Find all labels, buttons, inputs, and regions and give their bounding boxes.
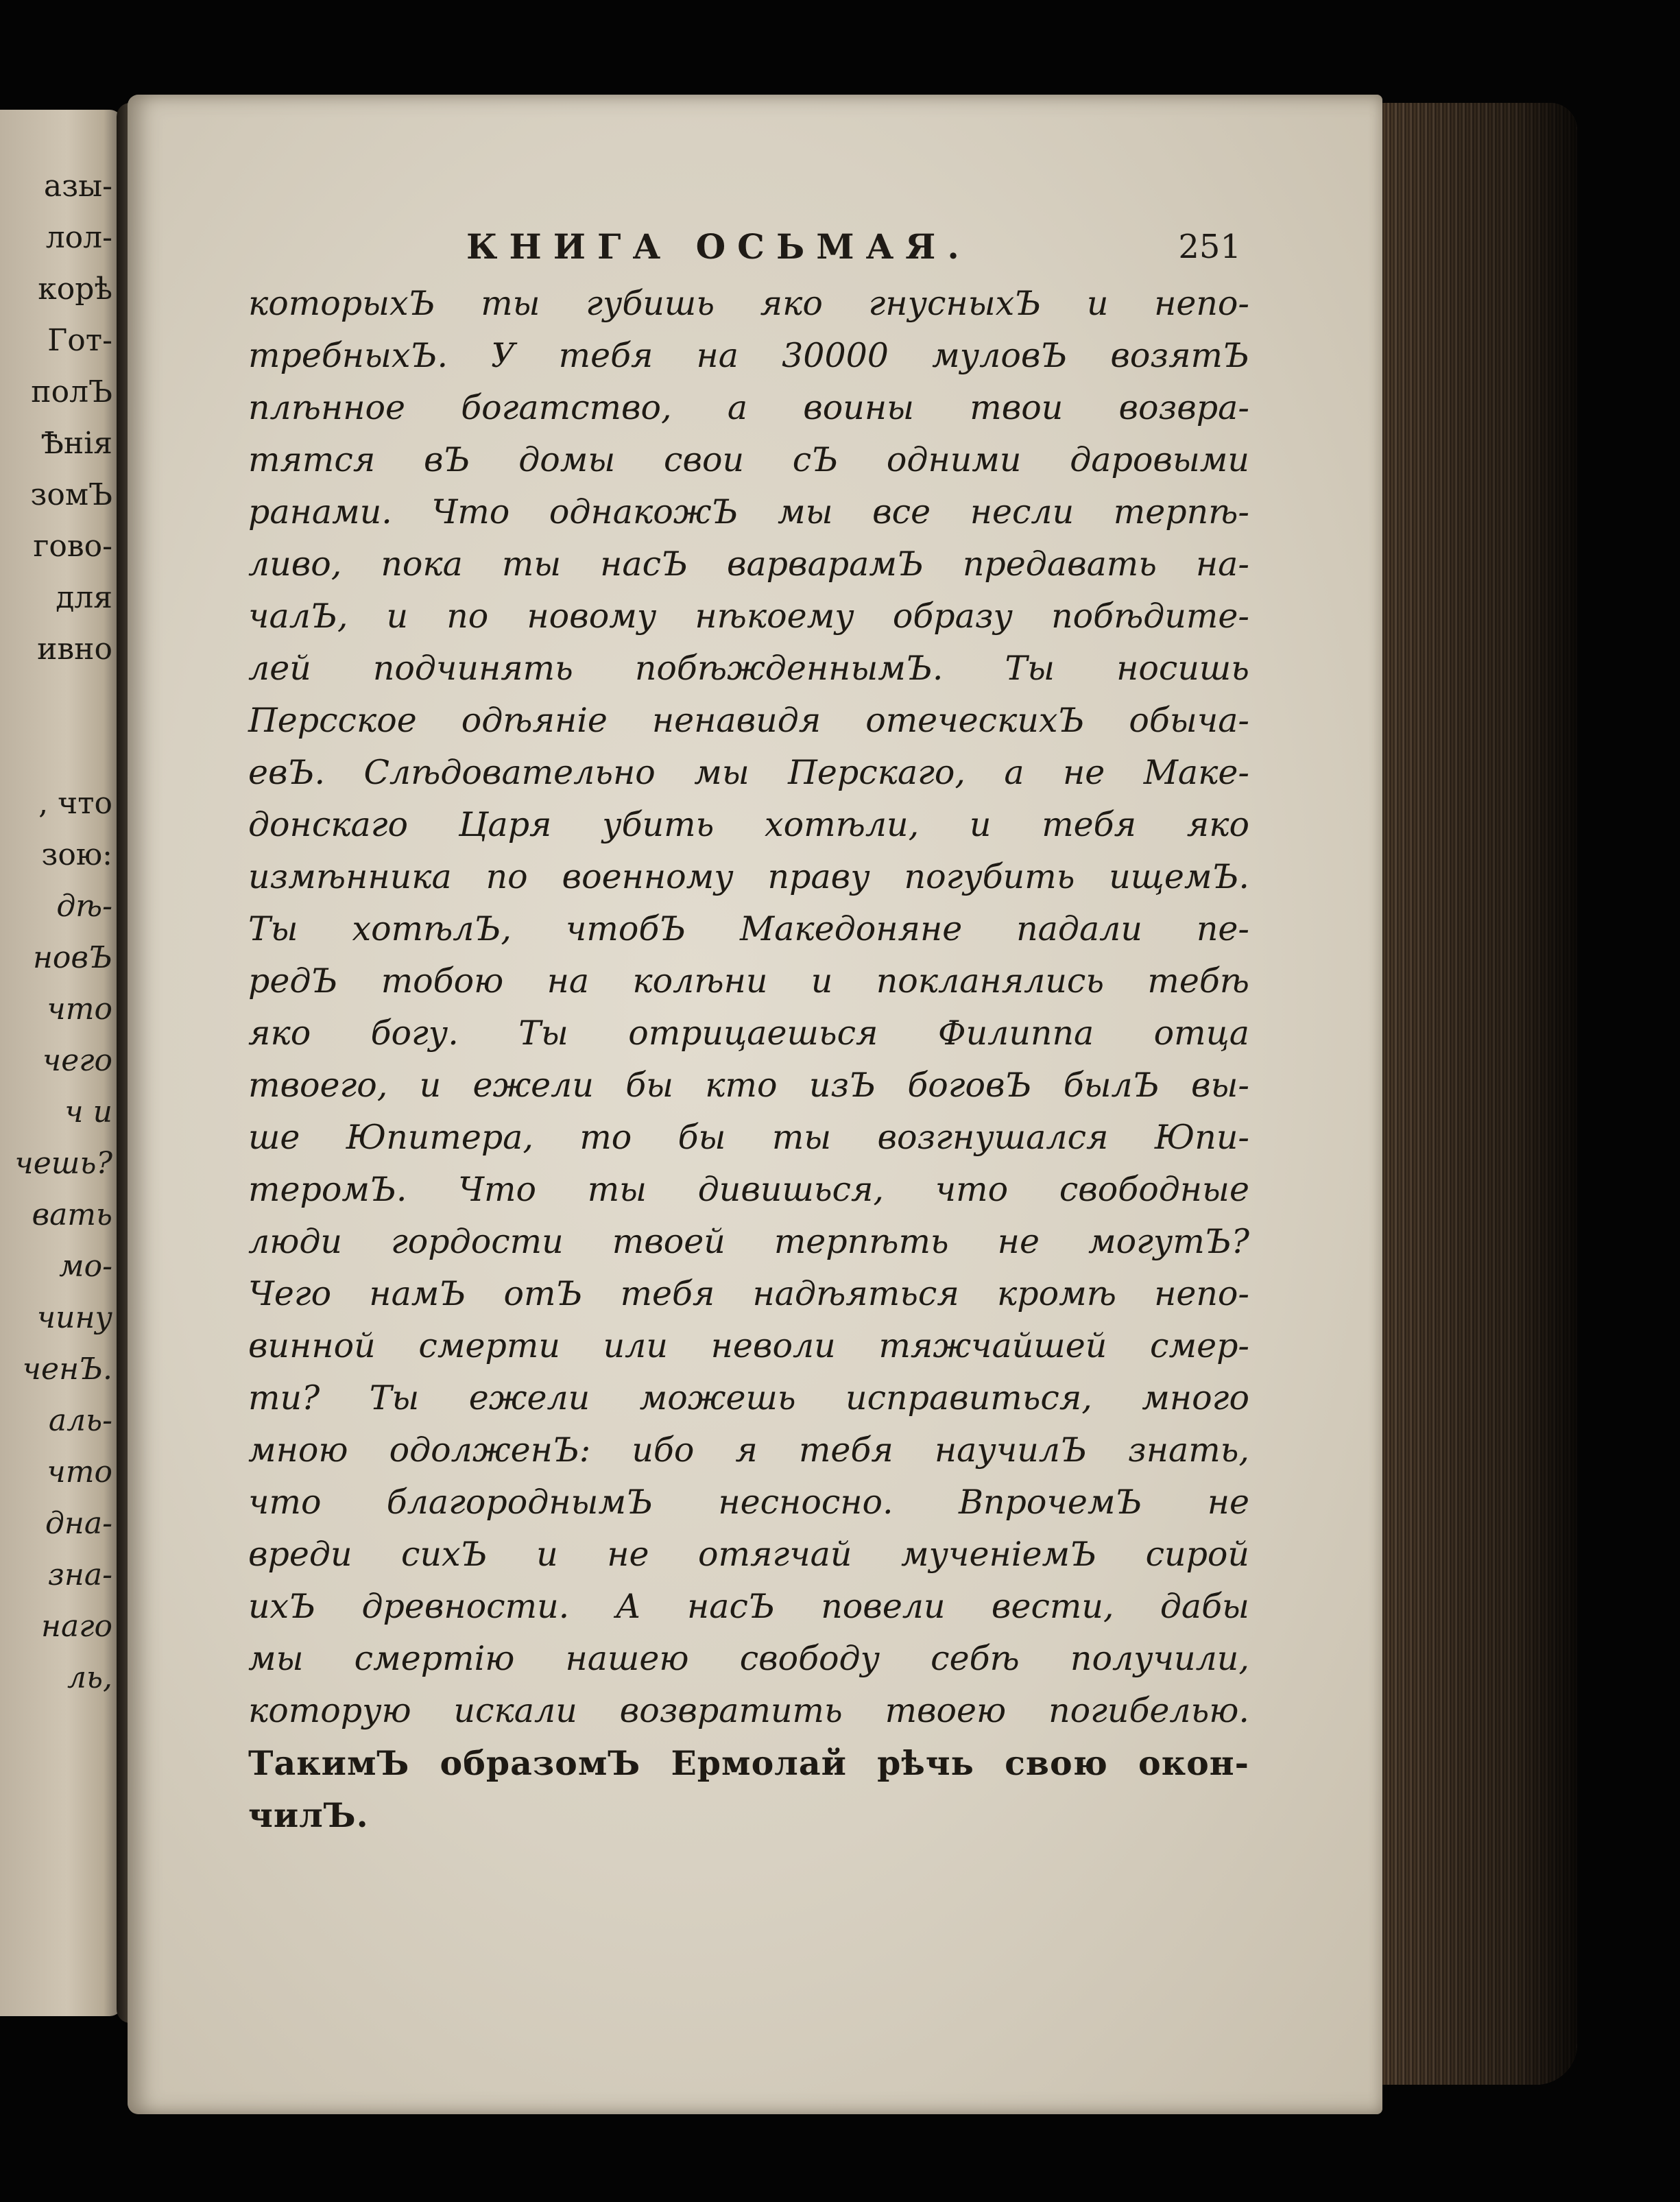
left-page-fragment: новЪ	[32, 940, 112, 975]
text-line-content: ихЪ древности. А насЪ повели вести, дабы	[248, 1587, 1249, 1626]
text-line	[248, 1060, 1249, 1112]
text-line	[248, 1007, 1249, 1060]
text-line-content: которую искали возвратить твоею погибелью.	[248, 1691, 1249, 1730]
text-line	[248, 382, 1249, 434]
text-line	[248, 1737, 1249, 1789]
text-line	[248, 1633, 1249, 1685]
text-line-content: ТакимЪ образомЪ Ермолай рѣчь свою окон-	[248, 1743, 1249, 1783]
text-line-content: чилЪ.	[248, 1795, 369, 1835]
left-page-fragment: гово-	[33, 529, 112, 564]
text-line	[248, 1112, 1249, 1164]
left-page-fragment: дна-	[45, 1506, 112, 1541]
left-page-fragment: азы-	[43, 169, 112, 204]
text-line	[248, 486, 1249, 538]
left-page-fragment: зомЪ	[30, 477, 112, 512]
text-line-content: плѣнное богатство, а воины твои возвра-	[248, 388, 1249, 427]
text-line-content: лей подчинять побѣжденнымЪ. Ты носишь	[248, 649, 1249, 688]
text-line	[248, 1320, 1249, 1372]
text-line-content: винной смерти или неволи тяжчайшей смер-	[248, 1326, 1249, 1365]
text-line-content: Чего намЪ отЪ тебя надѣяться кромѣ непо-	[248, 1274, 1249, 1313]
left-facing-page	[0, 110, 122, 2016]
left-page-fragment: ченЪ.	[22, 1352, 112, 1387]
text-line-content: твоего, и ежели бы кто изЪ боговЪ былЪ вы-	[248, 1066, 1249, 1105]
text-line	[248, 590, 1249, 643]
left-page-fragment: ивно	[37, 632, 112, 667]
text-line-content: донскаго Царя убить хотѣли, и тебя яко	[248, 805, 1249, 844]
text-line-content: что благороднымЪ несносно. ВпрочемЪ не	[248, 1483, 1249, 1522]
text-line-content: тятся вЪ домы свои сЪ одними даровыми	[248, 440, 1249, 479]
text-line-content: Персское одѣяніе ненавидя отеческихЪ обыча-	[248, 701, 1249, 740]
text-line-content: вреди сихЪ и не отягчай мученіемЪ сирой	[248, 1535, 1249, 1574]
text-line	[248, 1268, 1249, 1320]
text-line	[248, 1476, 1249, 1529]
text-line	[248, 1789, 1249, 1841]
left-page-fragment: аль-	[48, 1403, 112, 1438]
text-line-content: мною одолженЪ: ибо я тебя научилЪ знать,	[248, 1431, 1249, 1470]
text-line-content: люди гордости твоей терпѣть не могутЪ?	[248, 1222, 1249, 1261]
text-line	[248, 747, 1249, 799]
left-page-fragment: лол-	[45, 220, 112, 255]
text-line-content: ранами. Что однакожЪ мы все несли терпѣ-	[248, 492, 1249, 531]
page-header	[254, 226, 1248, 274]
text-line	[248, 695, 1249, 747]
text-line	[248, 434, 1249, 486]
text-line	[248, 851, 1249, 903]
text-line	[248, 538, 1249, 590]
page-body-text	[248, 278, 1249, 1841]
text-line-content: теромЪ. Что ты дивишься, что свободные	[248, 1170, 1249, 1209]
text-line	[248, 799, 1249, 851]
text-line	[248, 1164, 1249, 1216]
left-page-fragment: для	[56, 580, 112, 615]
text-line-content: яко богу. Ты отрицаешься Филиппа отца	[248, 1014, 1249, 1053]
text-line-content: ливо, пока ты насЪ варварамЪ предавать на-	[248, 544, 1249, 584]
left-page-fragment: дѣ-	[56, 889, 112, 924]
text-line-content: измѣнника по военному праву погубить ищемЪ.	[248, 857, 1249, 896]
text-line	[248, 330, 1249, 382]
fore-edge-shadow	[1371, 103, 1577, 2085]
left-page-fragment: зою:	[41, 837, 112, 872]
left-page-fragment: чешь?	[14, 1146, 112, 1181]
left-page-fragment: Гот-	[47, 323, 112, 358]
text-line-content: Ты хотѣлЪ, чтобЪ Македоняне падали пе-	[248, 909, 1249, 948]
text-line-content: ти? Ты ежели можешь исправиться, много	[248, 1378, 1249, 1417]
text-line	[248, 278, 1249, 330]
text-line	[248, 1685, 1249, 1737]
text-line-content: требныхЪ. У тебя на 30000 муловЪ возятЪ	[248, 336, 1249, 375]
text-line	[248, 955, 1249, 1007]
left-page-fragment: зна-	[47, 1557, 112, 1592]
left-page-fragment: полЪ	[31, 374, 112, 409]
text-line	[248, 643, 1249, 695]
text-line-content: ше Юпитера, то бы ты возгнушался Юпи-	[248, 1118, 1249, 1157]
running-title: КНИГА ОСЬМАЯ.	[466, 226, 971, 267]
text-line	[248, 1216, 1249, 1268]
left-page-fragment: наго	[41, 1609, 112, 1644]
text-line	[248, 1372, 1249, 1424]
text-line	[248, 1581, 1249, 1633]
left-page-fragment: что	[47, 992, 112, 1027]
page-number: 251	[1178, 228, 1241, 266]
left-page-fragment: что	[47, 1455, 112, 1489]
left-page-fragment: мо-	[59, 1249, 112, 1284]
left-page-fragment: , что	[38, 786, 112, 821]
text-line	[248, 1529, 1249, 1581]
text-line-content: которыхЪ ты губишь яко гнусныхЪ и непо-	[248, 284, 1249, 323]
text-line-content: чалЪ, и по новому нѣкоему образу побѣдите-	[248, 597, 1249, 636]
text-line	[248, 1424, 1249, 1476]
left-page-fragment: чего	[42, 1043, 112, 1078]
left-page-fragment: чину	[36, 1300, 112, 1335]
left-page-fragment: ль,	[67, 1660, 112, 1695]
text-line-content: евЪ. Слѣдовательно мы Перскаго, а не Маке-	[248, 753, 1249, 792]
text-line	[248, 903, 1249, 955]
left-page-fragment: ч и	[64, 1094, 112, 1129]
text-line-content: редЪ тобою на колѣни и покланялись тебѣ	[248, 961, 1249, 1001]
left-page-fragment: Ѣнія	[40, 426, 112, 461]
left-page-fragment: корѣ	[38, 272, 112, 307]
text-line-content: мы смертію нашею свободу себѣ получили,	[248, 1639, 1249, 1678]
left-page-fragment: вать	[32, 1197, 112, 1232]
